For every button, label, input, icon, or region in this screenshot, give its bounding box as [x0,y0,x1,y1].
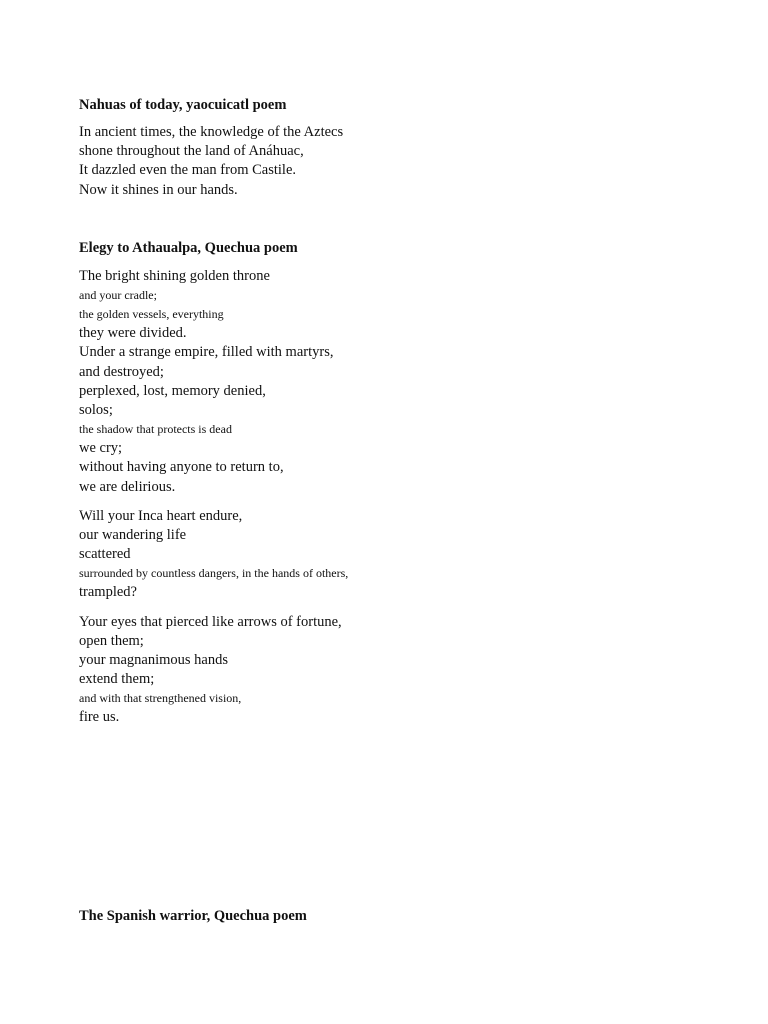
poem-line: trampled? [79,584,137,601]
poem-line: surrounded by countless dangers, in the hands of others, [79,566,349,581]
poem-line: It dazzled even the man from Castile. [79,162,297,179]
poem-line: your magnanimous hands [79,652,229,669]
poem-line: The bright shining golden throne [79,268,270,284]
poem-line: and destroyed; [79,363,164,380]
poem-line: we are delirious. [79,478,176,495]
poem-line: shone throughout the land of Anáhuac, [79,143,304,160]
poem-line: they were divided. [79,325,187,342]
poem-line: perplexed, lost, memory denied, [79,382,266,399]
poem-line: Your eyes that pierced like arrows of fortune, [79,613,342,630]
section-title: Elegy to Athaualpa, Quechua poem [79,240,298,256]
poem-line: the shadow that protects is dead [79,422,232,437]
stanza-gap [79,497,348,507]
poem-line: Under a strange empire, filled with martyrs, [79,344,334,361]
section-title: The Spanish warrior, Quechua poem [79,908,307,924]
poem-line: scattered [79,546,131,563]
poem-line: the golden vessels, everything [79,307,224,322]
poem-line: In ancient times, the knowledge of the Aztecs [79,124,344,140]
poem-line: and with that strengthened vision, [79,691,242,706]
stanza-gap [79,603,348,613]
poem-line: and your cradle; [79,288,157,303]
poem-body [79,267,348,728]
poem-line: fire us. [79,709,120,726]
section-title: Nahuas of today, yaocuicatl poem [79,97,287,113]
poem-line: without having anyone to return to, [79,459,284,476]
poem-line: we cry; [79,440,123,457]
poem-line: Will your Inca heart endure, [79,507,243,524]
poem-line: Now it shines in our hands. [79,181,238,198]
poem-body [79,123,343,200]
poem-line: solos; [79,402,113,419]
poem-line: open them; [79,632,144,649]
poem-line: extend them; [79,671,155,688]
poem-line: our wandering life [79,527,187,544]
